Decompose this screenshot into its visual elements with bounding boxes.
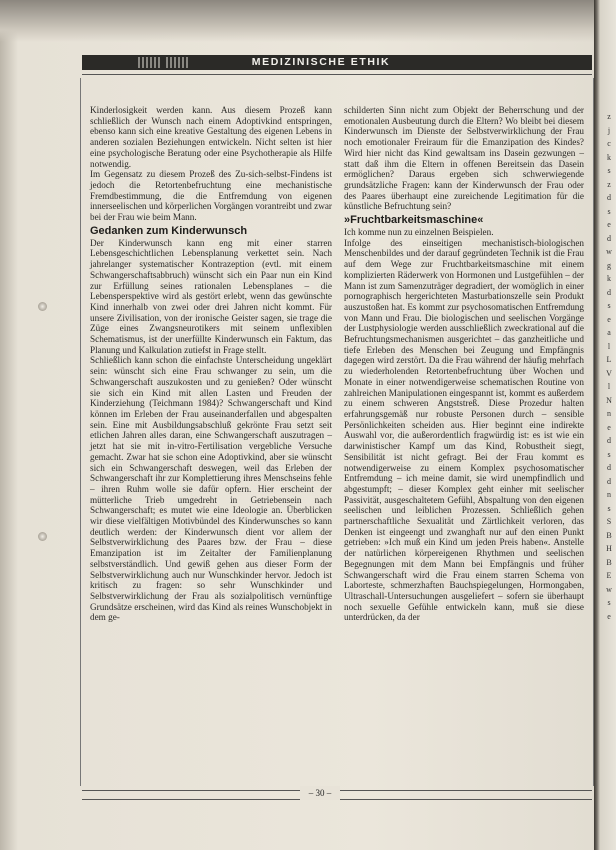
- edge-letter: e: [607, 314, 611, 324]
- edge-letter: n: [607, 490, 611, 499]
- paragraph: Der Kinderwunsch kann eng mit einer starren Lebensgeschichtlichen Lebensplanung verkettet sein. Nach jahrelanger systematischer Kontrazeption (evtl. mit einem Schwangerschaftsabbruch) wünscht sich ein Paar nun ein Kind zur Erfüllung seines rationalen Lebensplanes – die Lebensperspektive wird als gestört erlebt, wenn das gewünschte Kind innerhalb von zwei oder drei Jahren nicht kommt. Für unsere Zivilisation, von der ironische Geister sagen, sie trage die Züge eines Zwangsneurotikers mit seinem unflexiblen Schematismus, ist der unerfüllte Kinderwunsch ein Faktum, das Planung und Kalkulation zutiefst in Frage stellt.: [90, 237, 332, 355]
- edge-letter: a: [607, 328, 611, 337]
- edge-letter: s: [607, 301, 611, 310]
- edge-letter: g: [607, 260, 611, 270]
- edge-letter: j: [607, 125, 611, 135]
- paragraph: Infolge des einseitigen mechanistisch-biologischen Menschenbildes und der darauf gegründeten Technik ist die Frau auf dem Wege zur Fruchtbarkeitsmaschine mit einem komplizierten Räderwerk von Hormonen und Lustgefühlen – der Mann ist zum Samenzuträger degradiert, der womöglich in einer pornographisch hergerichteten Masturbationszelle sein Produkt auszustoßen hat. Es kommt zur psychosomatischen Entfremdung von Mann und Frau. Die biologischen und seelischen Vorgänge der Lustphysiologie werden ausschließlich zweckrational auf die Befruchtungsmechanismen ausgerichtet – das ganzheitliche und tiefe Erleben des Menschen bei Zeugung und Empfängnis dagegen wird zerstört. Da die Frau während der häufig mehrfach zu wiederholenden Retortenbefruchtung über Wochen und Monate in einer notwendigerweise schematischen Routine von zahlreichen Manipulationen eingespannt ist, kommt es außerdem zu einem schweren Angststreß. Diese Prozedur halten erfahrungsgemäß nur robuste Personen durch – sensible Persönlichkeiten scheiden aus. Hier beginnt eine indirekte Auswahl vor, die außerordentlich fragwürdig ist: es ist wie ein darwinistischer Kampf um das Kind, Robustheit siegt, Sensibilität ist nicht gefragt. Bei der Frau kommt es notwendigerweise zu einem Komplex psychosomatischer Entfremdung – ich meine damit, sie wird unempfindlich und abgestumpft; – dieser Komplex geht einher mit seelischer Passivität, ausgeschaltetem Gefühl, Abspaltung von den eigenen seelischen und leiblichen Prozessen. Schließlich gehen partnerschaftliche Sexualität und Zärtlichkeit verloren, das Denken ist eingeengt und zwanghaft nur auf den einen Punkt getrieben: »Ich muß ein Kind um jeden Preis haben«. Anstelle der natürlichen körpereigenen Rhythmen und seelischen Begegnungen mit dem Mann bei Empfängnis und früher Schwangerschaft wird die Frau einem starren Schema von Laborteste, schmerzhaften Bauchspiegelungen, Hormongaben, Ultraschall-Untersuchungen ausgeliefert – sofern sie überhaupt noch sexuelle Gefühle entwickeln kann, muß sie diese unterdrücken, da der: [344, 237, 584, 623]
- paragraph: Schließlich kann schon die einfachste Unterscheidung ungeklärt sein: wünscht sich eine Frau schwanger zu sein, um die Schwangerschaft auszukosten und zu genießen? Oder wünscht sie sich ein Kind mit allen Lasten und Freuden der Kinderziehung (Teichmann 1984)? Schwangerschaft und Kind können im Erleben der Frau auseinanderfallen und abgespalten sein. Eine mit Ausbildungsabschluß gekrönte Frau setzt seit etlichen Jahren alles daran, eine Schwangerschaft auszutragen – jetzt hat sie mit in-vitro-Fertilisation vergebliche Versuche gemacht. Zwar hat sie schon eine Adoptivkind, aber sie wünscht sich ein Schwangerschaft deswegen, weil das Erleben der Schwangerschaft ihr zur Komplettierung ihres Menschseins fehle – ihren Ruhm wolle sie dafür opfern. Hier erscheint der mütterliche Trieb umgedreht in Getriebensein nach Schwangerschaft; es mutet wie eine Ideologie an. Überblicken wir diese vielfältigen Motivbündel des Kinderwunsches so kann deutlich werden: der Kinderwunsch dient vor allem der Selbstverwirklichung des Paares bzw. der Frau – diese Emanzipation ist im Zeitalter der Familienplanung selbstverständlich. Und gewiß gehen aus dieser Form der Selbstverwirklichung auch nur Wunschkinder hervor. Jedoch ist kritisch zu fragen: so sehr Wunschkinder und Selbstverwirklichung der Frau als sozialpolitisch vernünftige Grundsätze erscheinen, wird das Kind als reines Wunschobjekt in dem ge-: [90, 355, 332, 623]
- edge-letter: d: [607, 436, 611, 445]
- edge-letter: l: [607, 341, 611, 351]
- paragraph: Kinderlosigkeit werden kann. Aus diesem Prozeß kann schließlich der Wunsch nach einem Adoptivkind entspringen, ebenso kann sich eine kreative Gestaltung des eigenen Lebens in anderen sozialen Beziehungen entwickeln. Nicht selten ist hier eine psychologische Beratung oder eine Psychotherapie als Hilfe notwendig.: [90, 105, 332, 169]
- punch-hole-lower: [38, 532, 47, 541]
- edge-letter: S: [606, 517, 612, 526]
- section-heading: »Fruchtbarkeitsmaschine«: [344, 214, 484, 227]
- scan-shadow-top: [0, 0, 616, 42]
- section-title: MEDIZINISCHE ETHIK: [251, 56, 391, 68]
- edge-letter: B: [606, 557, 612, 567]
- edge-letter: d: [607, 476, 611, 486]
- edge-letter: k: [607, 274, 611, 283]
- edge-letter: N: [606, 395, 612, 405]
- edge-letter: e: [607, 220, 611, 229]
- edge-letter: c: [607, 139, 611, 148]
- header-ornament-right: [166, 57, 190, 68]
- section-heading: Gedanken zum Kinderwunsch: [90, 224, 248, 237]
- edge-letter: E: [606, 571, 612, 580]
- page-number: – 30 –: [300, 786, 340, 800]
- punch-hole-upper: [38, 302, 47, 311]
- paragraph: Im Gegensatz zu diesem Prozeß des Zu-sich-selbst-Findens ist jedoch die Retortenbefruchtung eine mechanistische Fremdbestimmung, die die Entfremdung von eigenen innerseelischen und körperlichen Vorgängen vorantreibt und zwar bei der Frau wie beim Mann.: [90, 169, 332, 223]
- paragraph: schilderten Sinn nicht zum Objekt der Beherrschung und der emotionalen Ausbeutung durch die Eltern? Wo bleibt bei diesem Kinderwunsch im Dienste der Selbstverwirklichung der Frau noch emotionaler Freiraum für die Emanzipation des Kindes? Wird hier nicht das Kind gewaltsam ins Dasein gezwungen – statt daß ihm die Eltern in offenen Bereitsein das Dasein ermöglichen? Daraus ergeben sich schwerwiegende grundsätzliche Fragen: kann der Kinderwunsch der Frau oder des Paares überhaupt eine zureichende Legitimation für die künstliche Befruchtung sein?: [344, 105, 584, 212]
- edge-letter: e: [607, 422, 611, 432]
- right-column: [344, 105, 584, 623]
- edge-letter: s: [607, 206, 611, 216]
- edge-letter: B: [606, 530, 612, 540]
- edge-letter: V: [606, 368, 612, 378]
- header-ornament-left: [138, 57, 162, 68]
- edge-letter: d: [607, 463, 611, 472]
- edge-letter: s: [607, 449, 611, 459]
- edge-letter: s: [607, 598, 611, 607]
- edge-letter: d: [607, 193, 611, 202]
- edge-letter: n: [607, 409, 611, 418]
- edge-letter: k: [607, 152, 611, 162]
- edge-letter: w: [606, 584, 612, 594]
- header-rule: [82, 74, 592, 75]
- edge-letter: z: [607, 179, 611, 189]
- edge-letter: d: [607, 287, 611, 297]
- paragraph: Ich komme nun zu einzelnen Beispielen.: [344, 227, 494, 238]
- edge-letter: e: [607, 611, 611, 621]
- left-column: [90, 105, 332, 623]
- edge-letter: z: [607, 112, 611, 121]
- edge-letter: s: [607, 166, 611, 175]
- edge-letter: d: [607, 233, 611, 243]
- edge-letter: w: [606, 247, 612, 256]
- edge-letter: s: [607, 503, 611, 513]
- edge-letter: L: [606, 355, 612, 364]
- next-page-edge-text: [603, 110, 615, 623]
- edge-letter: l: [607, 382, 611, 391]
- edge-letter: H: [606, 544, 612, 553]
